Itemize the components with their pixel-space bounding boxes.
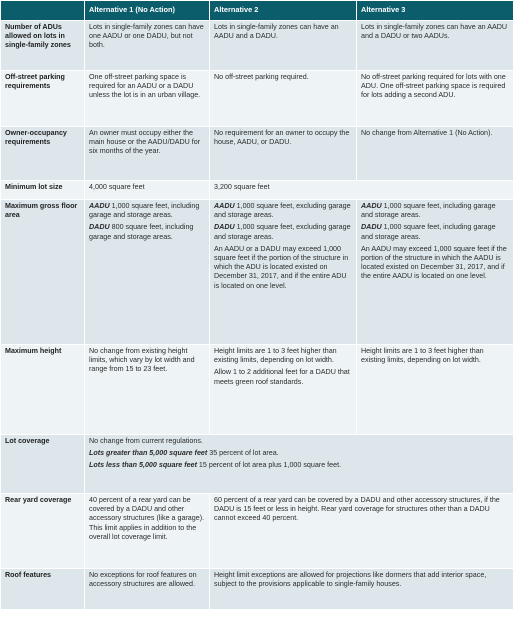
table-row-roof-features [1, 569, 513, 610]
table-row-lot-size [1, 181, 513, 200]
cell-alt2-alt3: 3,200 square feet [210, 181, 513, 200]
paragraph [214, 223, 352, 241]
table-row-floor-area [1, 200, 513, 345]
cell-alt3: No change from Alternative 1 (No Action). [357, 127, 513, 181]
table-row-lot-coverage [1, 435, 513, 494]
paragraph [361, 223, 509, 241]
paragraph [89, 223, 205, 241]
cell-alt1 [85, 200, 210, 345]
text: 1,000 square feet, including garage and storage areas. [361, 202, 496, 220]
row-label: Roof features [1, 569, 85, 610]
header-alternative-2: Alternative 2 [210, 1, 357, 21]
term: AADU [214, 202, 235, 210]
cell-alt1: 4,000 square feet [85, 181, 210, 200]
row-label: Maximum height [1, 345, 85, 435]
paragraph [214, 202, 352, 220]
cell-alt3: Height limits are 1 to 3 feet higher than existing limits, depending on lot width. [357, 345, 513, 435]
row-label: Off-street parking requirements [1, 71, 85, 127]
cell-alt3: No off-street parking required for lots with one ADU. One off-street parking space is required for lots adding a second ADU. [357, 71, 513, 127]
header-blank [1, 1, 85, 21]
paragraph: An AADU or a DADU may exceed 1,000 square feet if the portion of the structure in which the ADU is located existed on December 31, 2017, and if the entire ADU is located on one level. [214, 244, 349, 290]
cell-all-alternatives [85, 435, 513, 494]
term: DADU [89, 223, 110, 232]
cell-alt2 [210, 200, 357, 345]
header-alternative-1: Alternative 1 (No Action) [85, 1, 210, 21]
paragraph [89, 449, 509, 458]
cell-alt1: No exceptions for roof features on accessory structures are allowed. [85, 569, 210, 610]
cell-alt2-alt3: 60 percent of a rear yard can be covered by a DADU and other accessory structures, if the DADU is 15 feet or less in height. Rear yard coverage for structures other than a DADU cannot exceed 40 percent. [210, 494, 513, 569]
row-label: Minimum lot size [1, 181, 85, 200]
text: 15 percent of lot area plus 1,000 square feet. [196, 461, 342, 470]
table-row-max-height [1, 345, 513, 435]
paragraph [89, 202, 205, 220]
cell-alt1: An owner must occupy either the main house or the AADU/DADU for six months of the year. [85, 127, 210, 181]
header-row [1, 1, 513, 21]
cell-alt1: No change from existing height limits, which vary by lot width and range from 15 to 23 feet. [85, 345, 210, 435]
text: 800 square feet, including garage and storage areas. [89, 223, 194, 241]
table-row-adus [1, 21, 513, 71]
paragraph: No change from current regulations. [89, 437, 203, 445]
paragraph: Height limits are 1 to 3 feet higher than existing limits, depending on lot width. [214, 347, 337, 365]
cell-alt1: Lots in single-family zones can have one AADU or one DADU, but not both. [85, 21, 210, 71]
term: DADU [361, 223, 382, 232]
text: 35 percent of lot area. [207, 449, 279, 458]
row-label: Maximum gross floor area [1, 200, 85, 345]
cell-alt1: One off-street parking space is required for an AADU or a DADU unless the lot is in an urban village. [85, 71, 210, 127]
paragraph: An AADU may exceed 1,000 square feet if the portion of the structure in which the AADU is located existed on December 31, 2017, and if the entire AADU is located on one level. [361, 244, 507, 281]
table-row-parking [1, 71, 513, 127]
text: 1,000 square feet, excluding garage and storage areas. [214, 202, 351, 220]
table-row-rear-yard [1, 494, 513, 569]
term: AADU [361, 202, 382, 210]
cell-alt2: No requirement for an owner to occupy the house, AADU, or DADU. [210, 127, 357, 181]
cell-alt3 [357, 200, 513, 345]
paragraph [361, 202, 509, 220]
term: Lots less than 5,000 square feet [89, 461, 197, 470]
row-label: Lot coverage [1, 435, 85, 494]
text: 1,000 square feet, excluding garage and storage areas. [214, 223, 351, 241]
term: AADU [89, 202, 110, 210]
row-label: Rear yard coverage [1, 494, 85, 569]
cell-alt2: No off-street parking required. [210, 71, 357, 127]
cell-alt2-alt3: Height limit exceptions are allowed for projections like dormers that add interior space, subject to the provisions applicable to single-family houses. [210, 569, 513, 610]
table-row-owner-occupancy [1, 127, 513, 181]
paragraph [89, 461, 509, 470]
header-alternative-3: Alternative 3 [357, 1, 513, 21]
term: DADU [214, 223, 235, 232]
text: 1,000 square feet, including garage and storage areas. [89, 202, 200, 220]
paragraph: Allow 1 to 2 additional feet for a DADU that meets green roof standards. [214, 368, 350, 386]
row-label: Owner-occupancy requirements [1, 127, 85, 181]
cell-alt2 [210, 345, 357, 435]
cell-alt1: 40 percent of a rear yard can be covered by a DADU and other accessory structures (like a garage). This limit applies in addition to the overall lot coverage limit. [85, 494, 210, 569]
cell-alt3: Lots in single-family zones can have an AADU and a DADU or two AADUs. [357, 21, 513, 71]
term: Lots greater than 5,000 square feet [89, 449, 208, 458]
text: 1,000 square feet, including garage and storage areas. [361, 223, 496, 241]
cell-alt2: Lots in single-family zones can have an AADU and a DADU. [210, 21, 357, 71]
row-label: Number of ADUs allowed on lots in single-family zones [1, 21, 85, 71]
